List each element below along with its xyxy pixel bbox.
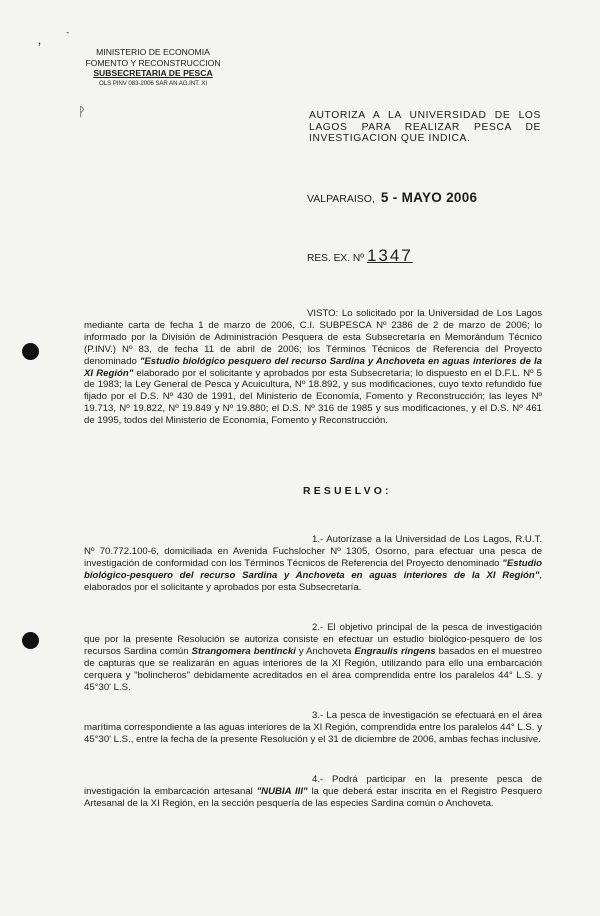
resolution-point-3: 3.- La pesca de investigación se efectuará en el área marítima correspondiente a las aguas interiores de la XI Región, comprendida entre los paralelos 44° L.S. y 45°30' L.S., entre la fecha de la presente Resolución y el 31 de diciembre de 2006, ambas fechas inclusive.	[84, 710, 542, 745]
subsecretaria-name: SUBSECRETARIA DE PESCA	[93, 68, 213, 78]
resolution-label: RES. EX. Nº	[307, 253, 364, 264]
species-name: Strangomera bentincki	[191, 645, 296, 657]
species-name: Engraulis ringens	[354, 645, 436, 657]
city: VALPARAISO,	[307, 193, 375, 205]
resuelvo-heading: RESUELVO:	[303, 486, 392, 497]
resolution-point-2: 2.- El objetivo principal de la pesca de investigación que por la presente Resolución se autoriza consiste en efectuar un estudio biológico-pesquero de los recursos Sardina común Strangomera bentincki y Anchoveta Engraulis ringens basados en el muestreo de capturas que se realizarán en aguas interiores de la XI Región, utilizando para ello una embarcación cerquera y "bolincheros" debidamente acreditados en el área comprendida entre los paralelos 44° L.S. y 45°30' L.S.	[84, 622, 542, 693]
resolution-number	[307, 246, 413, 266]
point-number: 3.-	[312, 710, 324, 721]
punch-hole	[22, 343, 39, 360]
project-title: "Estudio biológico-pesquero del recurso Sardina y Anchoveta en aguas interiores de la XI Región"	[84, 557, 542, 581]
reference-code: OLS PINV 083-2006 SAR AN AG.INT. XI	[99, 79, 207, 87]
project-title: "Estudio biológico pesquero del recurso Sardina y Anchoveta en aguas interiores de la XI Región"	[84, 355, 542, 379]
visto-lead: VISTO:	[307, 308, 339, 319]
handwritten-mark: ˺	[66, 31, 69, 41]
point-number: 2.-	[312, 622, 324, 633]
vessel-name: "NUBIA III"	[256, 785, 308, 797]
point-number: 1.-	[312, 534, 324, 545]
resolution-point-4: 4.- Podrá participar en la presente pesca de investigación la embarcación artesanal "NUBIA III" la que deberá estar inscrita en el Registro Pesquero Artesanal de la XI Región, en la sección pesquería de las especies Sardina común o Anchoveta.	[84, 774, 542, 809]
handwritten-date: 5 - MAYO 2006	[380, 190, 478, 205]
place-date	[307, 190, 477, 205]
resolution-point-1: 1.- Autorízase a la Universidad de Los Lagos, R.U.T. Nº 70.772.100-6, domiciliada en Avenida Fuchslocher Nº 1305, Osorno, para efectuar una pesca de investigación de conformidad con los Términos Técnicos de Referencia del Proyecto denominado "Estudio biológico-pesquero del recurso Sardina y Anchoveta en aguas interiores de la XI Región", elaborados por el solicitante y aprobados por esta Subsecretaría.	[84, 534, 542, 593]
handwritten-mark: ʼ	[38, 40, 42, 56]
letterhead	[78, 47, 228, 89]
visto-paragraph: VISTO: Lo solicitado por la Universidad de Los Lagos mediante carta de fecha 1 de marzo de 2006, C.I. SUBPESCA Nº 2386 de 2 de marzo de 2006; lo informado por la División de Administración Pesquera de esta Subsecretaría en Memorándum Técnico (P.INV.) Nº 83, de fecha 11 de abril de 2006; los Términos Técnicos de Referencia del Proyecto denominado "Estudio biológico pesquero del recurso Sardina y Anchoveta en aguas interiores de la XI Región" elaborado por el solicitante y aprobados por esta Subsecretaría; lo dispuesto en el D.F.L. Nº 5 de 1983; la Ley General de Pesca y Acuicultura, Nº 18.892, y sus modificaciones, cuyo texto refundido fue fijado por el D.S. Nº 430 de 1991, del Ministerio de Economía, Fomento y Reconstrucción; las leyes Nº 19.713, Nº 19.822, Nº 19.849 y Nº 19.880; el D.S. Nº 316 de 1985 y sus modificaciones, y el D.S. Nº 461 de 1995, todos del Ministerio de Economía, Fomento y Reconstrucción.	[84, 308, 542, 427]
point-number: 4.-	[312, 774, 324, 785]
handwritten-mark: ᚹ	[78, 104, 86, 119]
ministry-name: MINISTERIO DE ECONOMIA	[96, 47, 210, 57]
punch-hole	[22, 632, 39, 649]
document-title: AUTORIZA A LA UNIVERSIDAD DE LOS LAGOS PARA REALIZAR PESCA DE INVESTIGACION QUE INDICA.	[309, 110, 541, 144]
resolution-stamp-number: 1347	[366, 246, 413, 265]
ministry-subtitle: FOMENTO Y RECONSTRUCCION	[85, 57, 221, 68]
